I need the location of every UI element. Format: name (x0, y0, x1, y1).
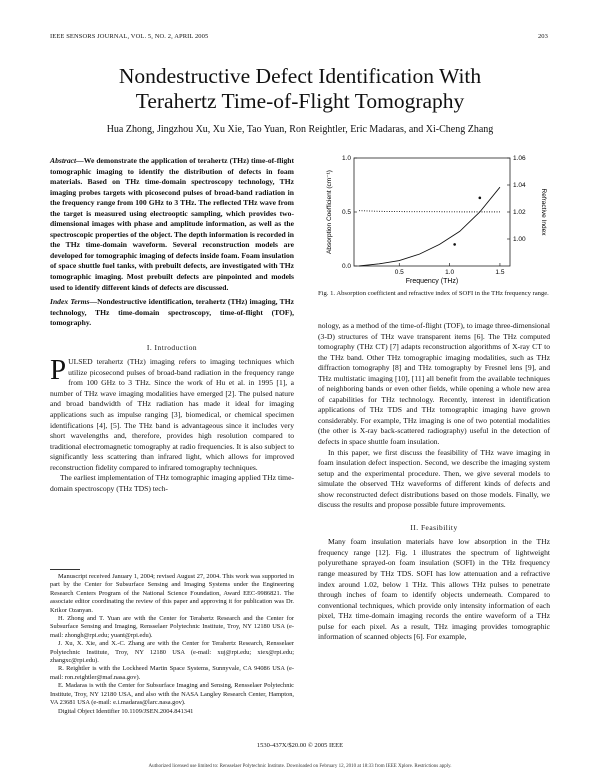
author-list: Hua Zhong, Jingzhou Xu, Xu Xie, Tao Yuan, Ron Reightler, Eric Madaras, and Xi-Cheng Zhang (106, 124, 494, 135)
refractive-pointer-dot (479, 197, 482, 200)
y2-tick-label: 1.02 (513, 209, 526, 217)
absorption-coefficient-line (359, 187, 500, 266)
x-tick-label: 1.5 (495, 269, 505, 276)
footnotes (50, 573, 294, 716)
x-tick-label: 1.0 (445, 269, 455, 276)
authorization-notice: Authorized licensed use limited to: Rensselaer Polytechnic Institute. Downloaded on February 12, 2010 at 18:33 from IEEE Xplore. Restrictions apply. (148, 764, 452, 769)
paper-title (0, 64, 600, 114)
y-tick-label: 0.0 (341, 263, 351, 271)
intro-paragraph-2: The earliest implementation of THz tomographic imaging applied THz time-domain spectroscopy (THz TDS) tech- (50, 473, 294, 493)
footnote-xu-xie-zhang: J. Xu, X. Xie, and X.-C. Zhang are with the Center for Terahertz Research, Rensselaer Polytechnic Institute, Troy, NY 12180 USA (e-mail: xuj@rpi.edu; xiex@rpi.edu; zhangxc@rpi.edu). (50, 640, 294, 665)
copyright-line: 1530-437X/$20.00 © 2005 IEEE (256, 742, 344, 749)
index-terms-label: Index Terms— (50, 297, 98, 307)
footnote-madaras: E. Madaras is with the Center for Subsurface Imaging and Sensing, Rensselaer Polytechnic Institute, Troy, NY 12180 USA, and also with the NASA Langley Research Center, Hampton, VA 23681 USA (e-mail: e.i.madaras@larc.nasa.gov). (50, 682, 294, 707)
intro-paragraph-1 (50, 354, 294, 473)
index-terms (50, 297, 294, 329)
col2-paragraph-1: nology, as a method of the time-of-flight (TOF), to image three-dimensional (3-D) structures of THz wave transparent items [6]. The THz computed tomography (THz CT) [7] adapts reconstruction algorithms of X-ray CT to the THz band. Other THz tomographic imaging modalities, such as THz diffraction tomography [8] and THz tomography by Fresnel lens [9], and THz multistatic imaging [10], [11] all benefit from the available techniques of neighboring bands or even other fields, while opening a whole new area of capabilities for THz technology. Recently, interest in identification applications of THz TDS and THz tomographic imaging have grown considerably. For example, THz imaging is one of two potential modalities (the other is X-ray back-scattered radiography) useful in the detection of defects in space shuttle foam insulation. (318, 321, 550, 447)
y-axis-label: Absorption Coefficient (cm⁻¹) (326, 170, 333, 254)
page-number: 203 (537, 33, 548, 40)
y-tick-label: 0.5 (341, 209, 351, 217)
title-line-1: Nondestructive Defect Identification With (118, 64, 482, 88)
title-line-2: Terahertz Time-of-Flight Tomography (135, 89, 465, 113)
col2-paragraph-3: Many foam insulation materials have low absorption in the THz frequency range [12]. Fig. 1 illustrates the spectrum of lightweight polyurethane sprayed-on foam insulation (SOFI) in the THz frequency range measured by THz TDS. SOFI has low attenuation and a refractive index around 1.02, below 1 THz. This allows THz pulses to penetrate through inches of foam to identify objects underneath. Compared to conventional techniques, which provide only intensity information of each pixel, THz time-domain imaging records the entire waveform of a THz pulse for each pixel. As a result, THz imaging provides tomographic information of scanned objects [6]. For example, (318, 537, 550, 642)
intro-text-1: ULSED terahertz (THz) imaging refers to imaging techniques which utilize picosecond pulses of broad-band radiation in the frequency range from 100 GHz to 3 THz. Since the work of Hu et al. in 1995 [1], a number of THz wave imaging modalities have emerged [2]. The pulsed nature and broad bandwidth of THz radiation has made it ideal for imaging applications such as impulse ranging [3], biomedical, or chemical specimen identifications [4], [5]. The THz band is advantageous since it includes very short wavelengths and, therefore, provides high resolution compared to traditional electromagnetic tomography at radio frequencies. It is also subject to significantly less scattering than infrared light, which allows for improved reconstruction fidelity compared to infrared tomography techniques. (50, 357, 294, 472)
y2-axis-label: Refractive Index (540, 188, 547, 236)
right-column (318, 321, 550, 643)
abstract-label: Abstract— (50, 156, 84, 165)
footnote-reightler: R. Reightler is with the Lockheed Martin Space Systems, Sunnyvale, CA 94086 USA (e-mail: ron.reightler@maf.nasa.gov). (50, 665, 294, 681)
x-axis-label: Frequency (THz) (405, 278, 459, 285)
footnote-doi: Digital Object Identifier 10.1109/JSEN.2004.841341 (58, 707, 194, 715)
footnote-rule (50, 569, 80, 570)
figure-1-chart (318, 152, 550, 288)
index-terms-text: Nondestructive identification, terahertz (THz) imaging, THz technology, THz time-domain spectroscopy, time-of-flight (TOF), tomography. (50, 297, 294, 328)
refractive-index-line (359, 211, 500, 212)
footnote-received: Manuscript received January 1, 2004; revised August 27, 2004. This work was supported in part by the Center for Subsurface Sensing and Imaging Systems under the Engineering Research Centers Program of the National Science Foundation, Award EEC-9986821. The associate editor coordinating the review of this paper and approving it for publication was Dr. Krikor Ozanyan. (50, 573, 294, 614)
section-heading-introduction: I. Introduction (146, 342, 198, 352)
figure-1 (318, 152, 550, 288)
footnote-zhong-yuan: H. Zhong and T. Yuan are with the Center for Terahertz Research and the Center for Subsurface Sensing and Imaging, Rensselaer Polytechnic Institute, Troy, NY 12180 USA (e-mail: zhongh@rpi.edu; yuant@rpi.edu). (50, 615, 294, 639)
left-column (50, 156, 294, 494)
y2-tick-label: 1.00 (513, 236, 526, 244)
running-header: IEEE SENSORS JOURNAL, VOL. 5, NO. 2, APRIL 2005 (50, 33, 209, 40)
absorption-pointer-dot (453, 243, 456, 246)
y-tick-label: 1.0 (341, 155, 351, 163)
y2-tick-label: 1.06 (513, 155, 526, 163)
section-heading-feasibility: II. Feasibility (410, 522, 458, 532)
figure-1-caption: Fig. 1. Absorption coefficient and refractive index of SOFI in the THz frequency range. (318, 290, 549, 297)
y2-tick-label: 1.04 (513, 182, 526, 190)
x-tick-label: 0.5 (394, 269, 404, 276)
drop-cap: P (50, 354, 67, 387)
abstract (50, 156, 294, 293)
col2-paragraph-2: In this paper, we first discuss the feasibility of THz wave imaging in foam insulation defect inspection. Second, we describe the imaging system setup and the experimental procedure. Then, we give several models to simulate the observed THz waveforms of different kinds of defects and show reconstructed defect distributions based on those models. Finally, we discuss the results and propose possible future improvements. (318, 447, 550, 510)
abstract-text: We demonstrate the application of terahertz (THz) time-of-flight tomographic imaging to identify the distribution of defects in foam materials. Based on THz time-domain spectroscopy technology, THz imaging probes targets with picosecond pulses of broad-band radiation in the frequency range from 100 GHz to 3 THz. The reflected THz wave from the target is measured using electrooptic sampling, which provides two-dimensional images with phase and amplitude information, as well as the spectroscopic properties of the object. The depth information is recorded in the THz time-domain waveform. Several reconstruction models are developed for tomographic imaging of defects inside foam. Foam insulation of space shuttle fuel tanks, with prebuilt defects, are investigated with THz tomographic imaging. Most prebuilt defects are pinpointed and models used to identify different kinds of defects are discussed. (50, 156, 294, 292)
